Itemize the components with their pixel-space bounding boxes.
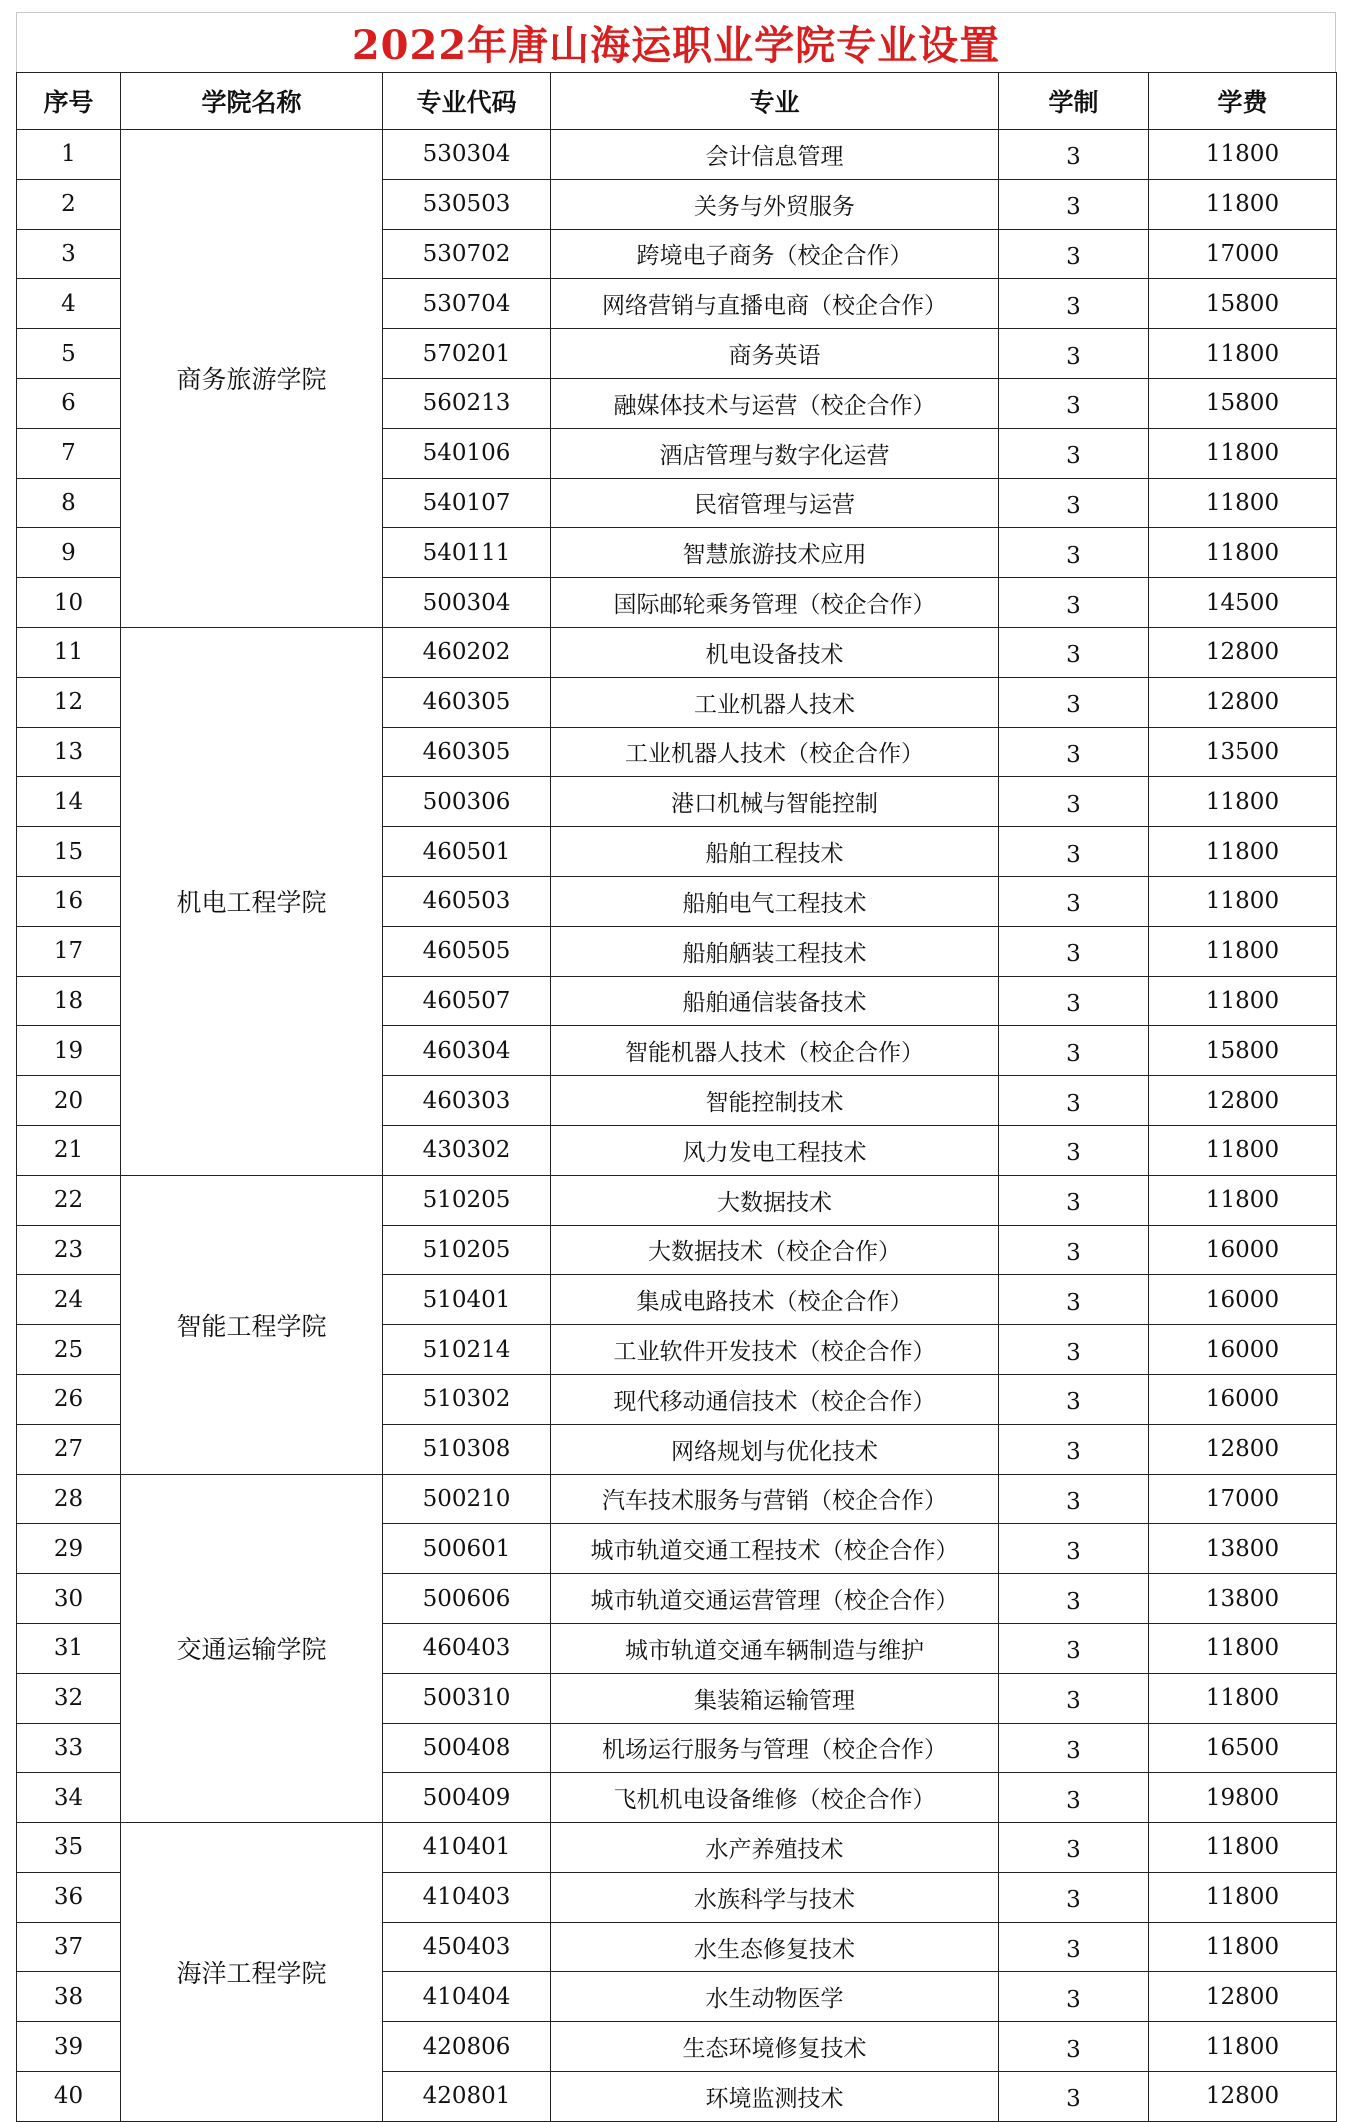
row-number-cell: 15 xyxy=(17,827,121,877)
major-name-cell: 水产养殖技术 xyxy=(551,1823,999,1873)
major-code-cell: 500409 xyxy=(383,1773,551,1823)
row-number-cell: 26 xyxy=(17,1374,121,1424)
years-cell: 3 xyxy=(999,478,1149,528)
header-cell: 专业 xyxy=(551,73,999,130)
row-number-cell: 16 xyxy=(17,876,121,926)
major-name-cell: 船舶工程技术 xyxy=(551,827,999,877)
years-cell: 3 xyxy=(999,976,1149,1026)
major-code-cell: 530704 xyxy=(383,279,551,329)
major-name-cell: 水生动物医学 xyxy=(551,1972,999,2022)
major-code-cell: 460507 xyxy=(383,976,551,1026)
majors-table xyxy=(16,72,1337,2122)
tuition-cell: 16500 xyxy=(1149,1723,1337,1773)
major-code-cell: 500606 xyxy=(383,1574,551,1624)
tuition-cell: 11800 xyxy=(1149,827,1337,877)
major-code-cell: 530702 xyxy=(383,229,551,279)
major-code-cell: 570201 xyxy=(383,329,551,379)
major-code-cell: 410401 xyxy=(383,1823,551,1873)
major-name-cell: 酒店管理与数字化运营 xyxy=(551,428,999,478)
major-name-cell: 智慧旅游技术应用 xyxy=(551,528,999,578)
row-number-cell: 8 xyxy=(17,478,121,528)
years-cell: 3 xyxy=(999,378,1149,428)
major-code-cell: 560213 xyxy=(383,378,551,428)
years-cell: 3 xyxy=(999,578,1149,628)
tuition-cell: 11800 xyxy=(1149,876,1337,926)
tuition-cell: 13800 xyxy=(1149,1574,1337,1624)
major-code-cell: 460305 xyxy=(383,727,551,777)
years-cell: 3 xyxy=(999,1325,1149,1375)
major-code-cell: 460305 xyxy=(383,677,551,727)
tuition-cell: 11800 xyxy=(1149,428,1337,478)
tuition-cell: 11800 xyxy=(1149,329,1337,379)
table-row xyxy=(17,1175,1337,1225)
major-code-cell: 420801 xyxy=(383,2072,551,2122)
major-code-cell: 460202 xyxy=(383,627,551,677)
row-number-cell: 5 xyxy=(17,329,121,379)
major-name-cell: 跨境电子商务（校企合作） xyxy=(551,229,999,279)
major-name-cell: 工业软件开发技术（校企合作） xyxy=(551,1325,999,1375)
row-number-cell: 3 xyxy=(17,229,121,279)
major-code-cell: 510205 xyxy=(383,1175,551,1225)
major-name-cell: 民宿管理与运营 xyxy=(551,478,999,528)
years-cell: 3 xyxy=(999,1972,1149,2022)
tuition-cell: 13800 xyxy=(1149,1524,1337,1574)
tuition-cell: 15800 xyxy=(1149,378,1337,428)
tuition-cell: 12800 xyxy=(1149,1424,1337,1474)
table-row xyxy=(17,627,1337,677)
major-name-cell: 工业机器人技术 xyxy=(551,677,999,727)
header-cell: 学制 xyxy=(999,73,1149,130)
major-code-cell: 510205 xyxy=(383,1225,551,1275)
header-row xyxy=(17,73,1337,130)
tuition-cell: 15800 xyxy=(1149,1026,1337,1076)
row-number-cell: 36 xyxy=(17,1872,121,1922)
college-name-cell: 交通运输学院 xyxy=(121,1474,383,1823)
tuition-cell: 11800 xyxy=(1149,528,1337,578)
row-number-cell: 11 xyxy=(17,627,121,677)
college-name-cell: 商务旅游学院 xyxy=(121,130,383,628)
years-cell: 3 xyxy=(999,1424,1149,1474)
years-cell: 3 xyxy=(999,827,1149,877)
row-number-cell: 21 xyxy=(17,1125,121,1175)
row-number-cell: 10 xyxy=(17,578,121,628)
major-name-cell: 环境监测技术 xyxy=(551,2072,999,2122)
years-cell: 3 xyxy=(999,677,1149,727)
major-code-cell: 510401 xyxy=(383,1275,551,1325)
tuition-cell: 11800 xyxy=(1149,1125,1337,1175)
row-number-cell: 27 xyxy=(17,1424,121,1474)
years-cell: 3 xyxy=(999,876,1149,926)
years-cell: 3 xyxy=(999,1574,1149,1624)
major-code-cell: 460303 xyxy=(383,1076,551,1126)
row-number-cell: 9 xyxy=(17,528,121,578)
years-cell: 3 xyxy=(999,727,1149,777)
major-name-cell: 国际邮轮乘务管理（校企合作） xyxy=(551,578,999,628)
major-code-cell: 510302 xyxy=(383,1374,551,1424)
tuition-cell: 11800 xyxy=(1149,1823,1337,1873)
tuition-cell: 11800 xyxy=(1149,1623,1337,1673)
major-name-cell: 大数据技术（校企合作） xyxy=(551,1225,999,1275)
tuition-cell: 11800 xyxy=(1149,777,1337,827)
row-number-cell: 19 xyxy=(17,1026,121,1076)
years-cell: 3 xyxy=(999,2072,1149,2122)
tuition-cell: 15800 xyxy=(1149,279,1337,329)
row-number-cell: 30 xyxy=(17,1574,121,1624)
tuition-cell: 11800 xyxy=(1149,1175,1337,1225)
years-cell: 3 xyxy=(999,528,1149,578)
major-code-cell: 540111 xyxy=(383,528,551,578)
row-number-cell: 34 xyxy=(17,1773,121,1823)
major-name-cell: 现代移动通信技术（校企合作） xyxy=(551,1374,999,1424)
major-code-cell: 460403 xyxy=(383,1623,551,1673)
years-cell: 3 xyxy=(999,1922,1149,1972)
row-number-cell: 31 xyxy=(17,1623,121,1673)
major-code-cell: 460503 xyxy=(383,876,551,926)
tuition-cell: 17000 xyxy=(1149,1474,1337,1524)
table-row xyxy=(17,1474,1337,1524)
years-cell: 3 xyxy=(999,777,1149,827)
tuition-cell: 11800 xyxy=(1149,130,1337,180)
row-number-cell: 4 xyxy=(17,279,121,329)
college-name-cell: 智能工程学院 xyxy=(121,1175,383,1474)
major-name-cell: 水生态修复技术 xyxy=(551,1922,999,1972)
row-number-cell: 23 xyxy=(17,1225,121,1275)
college-name-cell: 海洋工程学院 xyxy=(121,1823,383,2122)
row-number-cell: 6 xyxy=(17,378,121,428)
years-cell: 3 xyxy=(999,926,1149,976)
years-cell: 3 xyxy=(999,130,1149,180)
major-name-cell: 船舶电气工程技术 xyxy=(551,876,999,926)
major-name-cell: 船舶舾装工程技术 xyxy=(551,926,999,976)
tuition-cell: 16000 xyxy=(1149,1275,1337,1325)
major-name-cell: 港口机械与智能控制 xyxy=(551,777,999,827)
years-cell: 3 xyxy=(999,1524,1149,1574)
row-number-cell: 13 xyxy=(17,727,121,777)
tuition-cell: 11800 xyxy=(1149,926,1337,976)
major-name-cell: 汽车技术服务与营销（校企合作） xyxy=(551,1474,999,1524)
major-name-cell: 集成电路技术（校企合作） xyxy=(551,1275,999,1325)
tuition-cell: 11800 xyxy=(1149,976,1337,1026)
major-name-cell: 风力发电工程技术 xyxy=(551,1125,999,1175)
spreadsheet xyxy=(16,12,1336,2122)
row-number-cell: 29 xyxy=(17,1524,121,1574)
tuition-cell: 16000 xyxy=(1149,1225,1337,1275)
years-cell: 3 xyxy=(999,1026,1149,1076)
tuition-cell: 12800 xyxy=(1149,1076,1337,1126)
header-cell: 学院名称 xyxy=(121,73,383,130)
years-cell: 3 xyxy=(999,229,1149,279)
major-code-cell: 460505 xyxy=(383,926,551,976)
major-name-cell: 商务英语 xyxy=(551,329,999,379)
tuition-cell: 11800 xyxy=(1149,1673,1337,1723)
header-cell: 专业代码 xyxy=(383,73,551,130)
major-name-cell: 城市轨道交通工程技术（校企合作） xyxy=(551,1524,999,1574)
major-name-cell: 机电设备技术 xyxy=(551,627,999,677)
tuition-cell: 16000 xyxy=(1149,1325,1337,1375)
major-code-cell: 530304 xyxy=(383,130,551,180)
years-cell: 3 xyxy=(999,1374,1149,1424)
major-code-cell: 540107 xyxy=(383,478,551,528)
major-name-cell: 集装箱运输管理 xyxy=(551,1673,999,1723)
tuition-cell: 16000 xyxy=(1149,1374,1337,1424)
row-number-cell: 24 xyxy=(17,1275,121,1325)
row-number-cell: 25 xyxy=(17,1325,121,1375)
title-row xyxy=(16,12,1336,72)
major-name-cell: 城市轨道交通运营管理（校企合作） xyxy=(551,1574,999,1624)
major-code-cell: 500210 xyxy=(383,1474,551,1524)
major-code-cell: 500310 xyxy=(383,1673,551,1723)
major-code-cell: 450403 xyxy=(383,1922,551,1972)
major-code-cell: 500306 xyxy=(383,777,551,827)
years-cell: 3 xyxy=(999,1872,1149,1922)
years-cell: 3 xyxy=(999,1673,1149,1723)
tuition-cell: 14500 xyxy=(1149,578,1337,628)
major-name-cell: 智能机器人技术（校企合作） xyxy=(551,1026,999,1076)
row-number-cell: 40 xyxy=(17,2072,121,2122)
row-number-cell: 2 xyxy=(17,179,121,229)
major-name-cell: 智能控制技术 xyxy=(551,1076,999,1126)
major-name-cell: 融媒体技术与运营（校企合作） xyxy=(551,378,999,428)
major-code-cell: 460304 xyxy=(383,1026,551,1076)
tuition-cell: 12800 xyxy=(1149,2072,1337,2122)
years-cell: 3 xyxy=(999,179,1149,229)
years-cell: 3 xyxy=(999,1623,1149,1673)
major-name-cell: 网络营销与直播电商（校企合作） xyxy=(551,279,999,329)
years-cell: 3 xyxy=(999,1773,1149,1823)
major-name-cell: 船舶通信装备技术 xyxy=(551,976,999,1026)
major-name-cell: 飞机机电设备维修（校企合作） xyxy=(551,1773,999,1823)
tuition-cell: 11800 xyxy=(1149,2022,1337,2072)
row-number-cell: 1 xyxy=(17,130,121,180)
table-row xyxy=(17,1823,1337,1873)
major-code-cell: 540106 xyxy=(383,428,551,478)
years-cell: 3 xyxy=(999,1823,1149,1873)
row-number-cell: 18 xyxy=(17,976,121,1026)
major-code-cell: 430302 xyxy=(383,1125,551,1175)
tuition-cell: 17000 xyxy=(1149,229,1337,279)
major-code-cell: 530503 xyxy=(383,179,551,229)
row-number-cell: 33 xyxy=(17,1723,121,1773)
tuition-cell: 19800 xyxy=(1149,1773,1337,1823)
tuition-cell: 11800 xyxy=(1149,478,1337,528)
row-number-cell: 32 xyxy=(17,1673,121,1723)
years-cell: 3 xyxy=(999,1125,1149,1175)
tuition-cell: 11800 xyxy=(1149,179,1337,229)
row-number-cell: 35 xyxy=(17,1823,121,1873)
major-code-cell: 410404 xyxy=(383,1972,551,2022)
row-number-cell: 39 xyxy=(17,2022,121,2072)
major-name-cell: 会计信息管理 xyxy=(551,130,999,180)
major-code-cell: 460501 xyxy=(383,827,551,877)
major-name-cell: 大数据技术 xyxy=(551,1175,999,1225)
row-number-cell: 38 xyxy=(17,1972,121,2022)
years-cell: 3 xyxy=(999,2022,1149,2072)
tuition-cell: 13500 xyxy=(1149,727,1337,777)
major-name-cell: 机场运行服务与管理（校企合作） xyxy=(551,1723,999,1773)
years-cell: 3 xyxy=(999,1474,1149,1524)
row-number-cell: 14 xyxy=(17,777,121,827)
row-number-cell: 12 xyxy=(17,677,121,727)
major-name-cell: 生态环境修复技术 xyxy=(551,2022,999,2072)
major-code-cell: 510308 xyxy=(383,1424,551,1474)
major-code-cell: 410403 xyxy=(383,1872,551,1922)
row-number-cell: 22 xyxy=(17,1175,121,1225)
years-cell: 3 xyxy=(999,329,1149,379)
tuition-cell: 12800 xyxy=(1149,677,1337,727)
row-number-cell: 20 xyxy=(17,1076,121,1126)
college-name-cell: 机电工程学院 xyxy=(121,627,383,1175)
row-number-cell: 17 xyxy=(17,926,121,976)
major-name-cell: 水族科学与技术 xyxy=(551,1872,999,1922)
table-row xyxy=(17,130,1337,180)
row-number-cell: 28 xyxy=(17,1474,121,1524)
tuition-cell: 12800 xyxy=(1149,627,1337,677)
major-code-cell: 500304 xyxy=(383,578,551,628)
years-cell: 3 xyxy=(999,1723,1149,1773)
major-code-cell: 420806 xyxy=(383,2022,551,2072)
tuition-cell: 12800 xyxy=(1149,1972,1337,2022)
page-title: 2022年唐山海运职业学院专业设置 xyxy=(351,22,1001,69)
years-cell: 3 xyxy=(999,627,1149,677)
years-cell: 3 xyxy=(999,1175,1149,1225)
major-code-cell: 510214 xyxy=(383,1325,551,1375)
row-number-cell: 37 xyxy=(17,1922,121,1972)
tuition-cell: 11800 xyxy=(1149,1872,1337,1922)
tuition-cell: 11800 xyxy=(1149,1922,1337,1972)
major-code-cell: 500601 xyxy=(383,1524,551,1574)
years-cell: 3 xyxy=(999,1225,1149,1275)
years-cell: 3 xyxy=(999,1076,1149,1126)
years-cell: 3 xyxy=(999,279,1149,329)
major-name-cell: 工业机器人技术（校企合作） xyxy=(551,727,999,777)
row-number-cell: 7 xyxy=(17,428,121,478)
header-cell: 学费 xyxy=(1149,73,1337,130)
header-cell: 序号 xyxy=(17,73,121,130)
major-code-cell: 500408 xyxy=(383,1723,551,1773)
years-cell: 3 xyxy=(999,428,1149,478)
major-name-cell: 网络规划与优化技术 xyxy=(551,1424,999,1474)
major-name-cell: 城市轨道交通车辆制造与维护 xyxy=(551,1623,999,1673)
major-name-cell: 关务与外贸服务 xyxy=(551,179,999,229)
years-cell: 3 xyxy=(999,1275,1149,1325)
